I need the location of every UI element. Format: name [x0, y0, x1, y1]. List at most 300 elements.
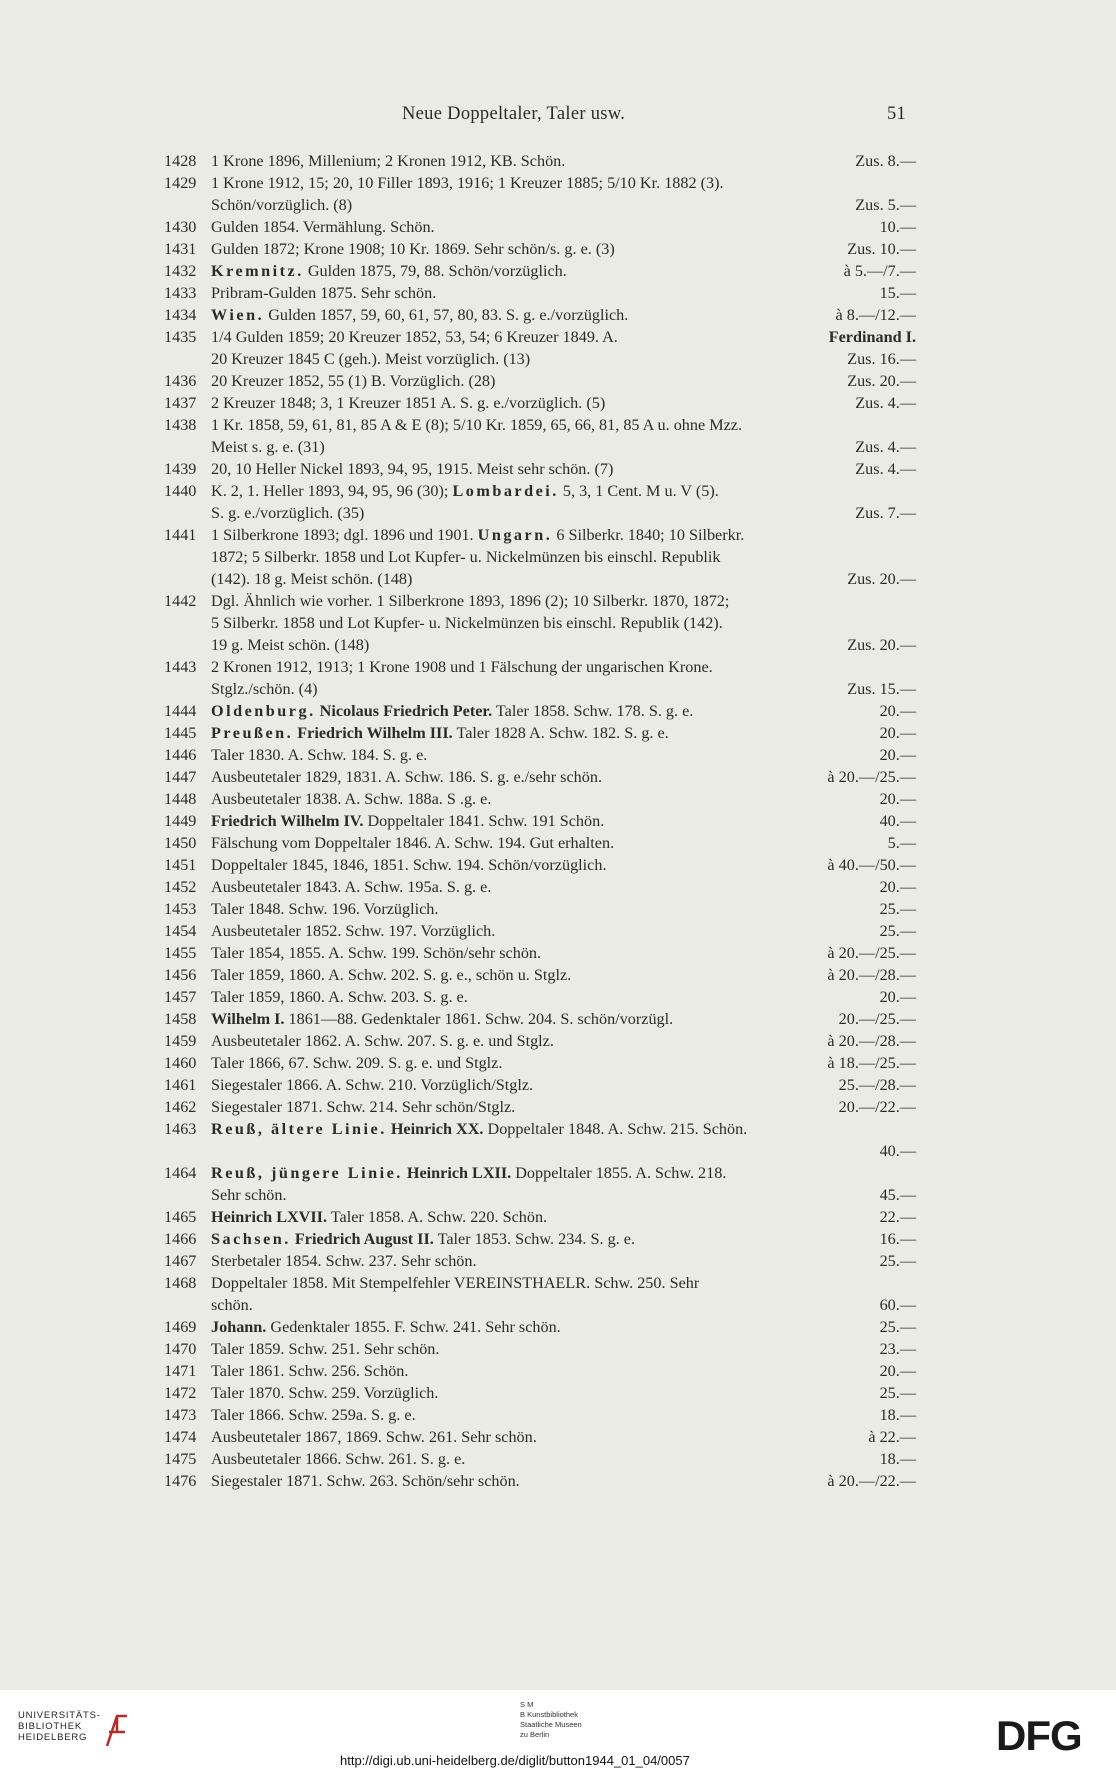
lot-description	[211, 480, 916, 524]
lot-price: 20.—	[879, 878, 916, 896]
lot-description	[211, 898, 916, 920]
lot-text	[211, 326, 618, 348]
lot-text	[211, 216, 435, 238]
lot-price: Zus. 10.—	[847, 240, 916, 258]
stamp-line: Staatliche Museen	[520, 1720, 582, 1729]
region-heading: Reuß, jüngere Linie.	[211, 1164, 403, 1182]
lot-text	[211, 700, 693, 722]
lot-entry	[164, 260, 916, 282]
lot-number: 1465	[164, 1208, 197, 1226]
lot-text-part: 2 Kreuzer 1848; 3, 1 Kreuzer 1851 A. S. g. e./vorzüglich. (5)	[211, 394, 606, 412]
lot-text-part: Taler 1870. Schw. 259. Vorzüglich.	[211, 1384, 439, 1402]
lot-text-part: 1 Krone 1912, 15; 20, 10 Filler 1893, 1916; 1 Kreuzer 1885; 5/10 Kr. 1882 (3).	[211, 174, 724, 192]
lot-entry	[164, 964, 916, 986]
lot-price: Zus. 4.—	[855, 460, 916, 478]
lot-number: 1457	[164, 988, 197, 1006]
page-title: Neue Doppeltaler, Taler usw.	[402, 104, 626, 124]
lot-text	[211, 568, 412, 590]
lot-description	[211, 1030, 916, 1052]
lot-number: 1442	[164, 592, 197, 610]
stamp-line: B Kunstbibliothek	[520, 1710, 578, 1719]
lot-line	[211, 1096, 916, 1118]
region-heading: Sachsen.	[211, 1230, 291, 1248]
lot-text-part: Taler 1848. Schw. 196. Vorzüglich.	[211, 900, 439, 918]
lot-line	[211, 1316, 916, 1338]
lot-price: 18.—	[879, 1450, 916, 1468]
lot-description	[211, 150, 916, 172]
lot-description	[211, 1426, 916, 1448]
lot-description	[211, 414, 916, 458]
lot-price: 5.—	[887, 834, 916, 852]
region-heading: Preußen.	[211, 724, 294, 742]
lot-description	[211, 1382, 916, 1404]
lot-description	[211, 1338, 916, 1360]
lot-text	[211, 370, 495, 392]
lot-text-part: 1/4 Gulden 1859; 20 Kreuzer 1852, 53, 54; 6 Kreuzer 1849. A.	[211, 328, 618, 346]
lot-line	[211, 920, 916, 942]
lot-line	[211, 546, 916, 568]
lot-entry	[164, 1316, 916, 1338]
lot-description	[211, 986, 916, 1008]
lot-text	[211, 1448, 465, 1470]
lot-text-part: 20, 10 Heller Nickel 1893, 94, 95, 1915. Meist sehr schön. (7)	[211, 460, 614, 478]
lot-line	[211, 1404, 916, 1426]
lot-text-part: 1 Silberkrone 1893; dgl. 1896 und 1901.	[211, 526, 478, 544]
lot-entry	[164, 788, 916, 810]
lot-text	[211, 524, 744, 546]
lot-text-part: Taler 1828 A. Schw. 182. S. g. e.	[452, 724, 669, 742]
lot-entry	[164, 766, 916, 788]
lot-line	[211, 898, 916, 920]
lot-description	[211, 1074, 916, 1096]
lot-price: à 20.—/28.—	[827, 966, 916, 984]
lot-entry	[164, 832, 916, 854]
lot-text	[211, 546, 721, 568]
lot-number: 1462	[164, 1098, 197, 1116]
university-line: UNIVERSITÄTS-	[18, 1710, 101, 1721]
lot-number: 1475	[164, 1450, 197, 1468]
lot-price: Zus. 20.—	[847, 636, 916, 654]
ruler-name: Friedrich August II.	[290, 1230, 434, 1248]
lot-text	[211, 1382, 438, 1404]
lot-price: à 20.—/28.—	[827, 1032, 916, 1050]
lot-number: 1435	[164, 328, 197, 346]
lot-text	[211, 1250, 477, 1272]
lot-line	[211, 1184, 916, 1206]
lot-price	[906, 172, 916, 194]
lot-text-part: Gulden 1875, 79, 88. Schön/vorzüglich.	[303, 262, 567, 280]
lot-line	[211, 986, 916, 1008]
lot-number: 1471	[164, 1362, 197, 1380]
lot-text-part: Doppeltaler 1841. Schw. 191 Schön.	[363, 812, 605, 830]
lot-line	[211, 1360, 916, 1382]
lot-price: 25.—/28.—	[838, 1076, 916, 1094]
lot-line	[211, 942, 916, 964]
lot-price: Zus. 15.—	[847, 680, 916, 698]
lot-number: 1437	[164, 394, 197, 412]
lot-text	[211, 1272, 699, 1294]
lot-entry	[164, 1228, 916, 1250]
lot-entry	[164, 1382, 916, 1404]
lot-entry	[164, 1162, 916, 1206]
lot-text	[211, 634, 369, 656]
lot-entry	[164, 1096, 916, 1118]
ruler-name: Johann.	[211, 1318, 267, 1336]
lot-text	[211, 260, 567, 282]
ruler-name: Heinrich XX.	[386, 1120, 484, 1138]
lot-line	[211, 678, 916, 700]
lot-line	[211, 810, 916, 832]
lot-text-part: Siegestaler 1866. A. Schw. 210. Vorzüglich/Stglz.	[211, 1076, 534, 1094]
source-url[interactable]: http://digi.ub.uni-heidelberg.de/diglit/button1944_01_04/0057	[340, 1753, 690, 1768]
lot-price: Ferdinand I.	[828, 328, 916, 346]
lot-text-part: Ausbeutetaler 1862. A. Schw. 207. S. g. e. und Stglz.	[211, 1032, 554, 1050]
lot-price	[906, 546, 916, 568]
lot-text-part: Ausbeutetaler 1843. A. Schw. 195a. S. g. e.	[211, 878, 492, 896]
lot-description	[211, 392, 916, 414]
lot-price: à 20.—/25.—	[827, 768, 916, 786]
region-heading: Wien.	[211, 306, 265, 324]
stamp-line: S M	[520, 1700, 534, 1709]
lot-line	[211, 1338, 916, 1360]
lot-entry	[164, 810, 916, 832]
lot-number: 1446	[164, 746, 197, 764]
lot-description	[211, 656, 916, 700]
lot-price: 25.—	[879, 922, 916, 940]
lot-entry	[164, 1030, 916, 1052]
lot-text	[211, 898, 438, 920]
lot-number: 1468	[164, 1274, 197, 1292]
lot-number: 1470	[164, 1340, 197, 1358]
lot-line	[211, 722, 916, 744]
lot-number: 1438	[164, 416, 197, 434]
lot-number: 1439	[164, 460, 197, 478]
lot-text-part: 19 g. Meist schön. (148)	[211, 636, 370, 654]
lot-text	[211, 304, 628, 326]
lot-price: 20.—	[879, 988, 916, 1006]
lot-text-part: Taler 1859, 1860. A. Schw. 203. S. g. e.	[211, 988, 468, 1006]
lot-line	[211, 1382, 916, 1404]
lot-entry	[164, 458, 916, 480]
lot-price: Zus. 5.—	[855, 196, 916, 214]
lot-number: 1472	[164, 1384, 197, 1402]
lot-text-part: Taler 1858. A. Schw. 220. Schön.	[327, 1208, 548, 1226]
lot-number: 1445	[164, 724, 197, 742]
lot-text-part: Ausbeutetaler 1866. Schw. 261. S. g. e.	[211, 1450, 466, 1468]
lot-entry	[164, 304, 916, 326]
lot-line	[211, 480, 916, 502]
lot-text-part: 20 Kreuzer 1845 C (geh.). Meist vorzüglich. (13)	[211, 350, 531, 368]
lot-entry	[164, 1338, 916, 1360]
lot-entry	[164, 876, 916, 898]
university-library-logo-text	[18, 1710, 101, 1743]
lot-entry	[164, 1448, 916, 1470]
lot-text	[211, 678, 318, 700]
dfg-logo: DFG	[996, 1712, 1082, 1759]
lot-entry	[164, 282, 916, 304]
lot-price: à 20.—/22.—	[827, 1472, 916, 1490]
lot-line	[211, 590, 916, 612]
lot-text	[211, 1118, 747, 1140]
lot-text	[211, 810, 604, 832]
lot-description	[211, 854, 916, 876]
lot-text-part: S. g. e./vorzüglich. (35)	[211, 504, 365, 522]
lot-description	[211, 524, 916, 590]
lot-text	[211, 876, 491, 898]
lot-text-part: Ausbeutetaler 1867, 1869. Schw. 261. Sehr schön.	[211, 1428, 537, 1446]
lot-text-part: Doppeltaler 1848. A. Schw. 215. Schön.	[483, 1120, 748, 1138]
lot-price: à 18.—/25.—	[827, 1054, 916, 1072]
lot-line	[211, 1294, 916, 1316]
lot-entry	[164, 854, 916, 876]
lot-number: 1433	[164, 284, 197, 302]
lot-line	[211, 568, 916, 590]
lot-entry	[164, 370, 916, 392]
lot-text	[211, 920, 495, 942]
lot-text	[211, 1470, 520, 1492]
lot-text-part: 1 Kr. 1858, 59, 61, 81, 85 A & E (8); 5/10 Kr. 1859, 65, 66, 81, 85 A u. ohne Mzz.	[211, 416, 743, 434]
lot-price: 25.—	[879, 1384, 916, 1402]
lot-text-part: 6 Silberkr. 1840; 10 Silberkr.	[552, 526, 745, 544]
lot-text	[211, 964, 571, 986]
lot-line	[211, 436, 916, 458]
lot-line	[211, 238, 916, 260]
lot-text-part: 20 Kreuzer 1852, 55 (1) B. Vorzüglich. (28)	[211, 372, 496, 390]
lot-line	[211, 216, 916, 238]
lot-line	[211, 524, 916, 546]
lot-entry	[164, 1272, 916, 1316]
lot-number: 1476	[164, 1472, 197, 1490]
lot-price: 23.—	[879, 1340, 916, 1358]
lot-text	[211, 1228, 635, 1250]
lot-number: 1429	[164, 174, 197, 192]
lot-line	[211, 194, 916, 216]
lot-text	[211, 1316, 561, 1338]
lot-description	[211, 920, 916, 942]
lot-number: 1456	[164, 966, 197, 984]
lot-description	[211, 1272, 916, 1316]
lot-line	[211, 876, 916, 898]
lot-text-part: Dgl. Ähnlich wie vorher. 1 Silberkrone 1893, 1896 (2); 10 Silberkr. 1870, 1872;	[211, 592, 730, 610]
lot-description	[211, 876, 916, 898]
lot-text	[211, 480, 719, 502]
lot-price	[906, 590, 916, 612]
lot-text-part: Ausbeutetaler 1838. A. Schw. 188a. S .g. e.	[211, 790, 492, 808]
lot-description	[211, 282, 916, 304]
lot-text	[211, 942, 541, 964]
lot-description	[211, 216, 916, 238]
lot-entry	[164, 392, 916, 414]
lot-text-part: 1872; 5 Silberkr. 1858 und Lot Kupfer- u. Nickelmünzen bis einschl. Republik	[211, 548, 721, 566]
lot-line	[211, 1030, 916, 1052]
lot-text-part: Siegestaler 1871. Schw. 263. Schön/sehr schön.	[211, 1472, 520, 1490]
lot-text	[211, 788, 491, 810]
lot-line	[211, 304, 916, 326]
lot-text-part: (142). 18 g. Meist schön. (148)	[211, 570, 413, 588]
lot-text	[211, 436, 325, 458]
lot-entry	[164, 700, 916, 722]
lot-line	[211, 1140, 916, 1162]
lot-text-part: Taler 1853. Schw. 234. S. g. e.	[433, 1230, 636, 1248]
lot-line	[211, 150, 916, 172]
lot-line	[211, 392, 916, 414]
lot-description	[211, 1250, 916, 1272]
lot-text-part: schön.	[211, 1296, 253, 1314]
lot-number: 1454	[164, 922, 197, 940]
lot-number: 1463	[164, 1120, 197, 1138]
lot-description	[211, 458, 916, 480]
lot-line	[211, 1228, 916, 1250]
lot-text	[211, 414, 742, 436]
lot-line	[211, 1074, 916, 1096]
lot-price: Zus. 4.—	[855, 394, 916, 412]
lot-entry	[164, 524, 916, 590]
lot-text	[211, 1184, 287, 1206]
lot-entry	[164, 326, 916, 370]
lot-price	[906, 524, 916, 546]
lot-text	[211, 854, 607, 876]
lot-number: 1450	[164, 834, 197, 852]
lot-text-part: Taler 1866, 67. Schw. 209. S. g. e. und Stglz.	[211, 1054, 503, 1072]
lot-line	[211, 612, 916, 634]
lot-text-part: Doppeltaler 1858. Mit Stempelfehler VEREINSTHAELR. Schw. 250. Sehr	[211, 1274, 700, 1292]
lot-price: 20.—	[879, 1362, 916, 1380]
lot-number: 1443	[164, 658, 197, 676]
lot-price: 60.—	[879, 1296, 916, 1314]
lot-description	[211, 1206, 916, 1228]
lot-entry	[164, 920, 916, 942]
lot-text	[211, 1404, 416, 1426]
lot-text	[211, 1338, 439, 1360]
lot-text	[211, 194, 352, 216]
lot-price: 40.—	[879, 812, 916, 830]
lot-line	[211, 502, 916, 524]
lot-price: 22.—	[879, 1208, 916, 1226]
lot-text-part: Fälschung vom Doppeltaler 1846. A. Schw. 194. Gut erhalten.	[211, 834, 615, 852]
lot-number: 1458	[164, 1010, 197, 1028]
lot-entry	[164, 1206, 916, 1228]
lot-number: 1474	[164, 1428, 197, 1446]
lot-entry	[164, 1404, 916, 1426]
lot-entry	[164, 1426, 916, 1448]
ruler-name: Heinrich LXVII.	[211, 1208, 328, 1226]
lot-text-part: 1 Krone 1896, Millenium; 2 Kronen 1912, KB. Schön.	[211, 152, 566, 170]
lot-text	[211, 656, 713, 678]
lot-line	[211, 370, 916, 392]
digitization-footer	[0, 1690, 1116, 1772]
lot-number: 1444	[164, 702, 197, 720]
lot-number: 1432	[164, 262, 197, 280]
lot-text-part: Sehr schön.	[211, 1186, 287, 1204]
lot-text	[211, 1426, 537, 1448]
university-line: BIBLIOTHEK	[18, 1721, 82, 1732]
ruler-name: Friedrich Wilhelm IV.	[211, 812, 364, 830]
lot-line	[211, 854, 916, 876]
lot-line	[211, 634, 916, 656]
lot-text	[211, 1008, 673, 1030]
lot-line	[211, 282, 916, 304]
lot-entry	[164, 1470, 916, 1492]
lot-text-part: Ausbeutetaler 1852. Schw. 197. Vorzüglich.	[211, 922, 496, 940]
lot-price: Zus. 7.—	[855, 504, 916, 522]
lot-number: 1453	[164, 900, 197, 918]
lot-line	[211, 744, 916, 766]
lot-price: 25.—	[879, 1318, 916, 1336]
lot-description	[211, 1052, 916, 1074]
lot-line	[211, 1118, 916, 1140]
lot-text-part: Gulden 1854. Vermählung. Schön.	[211, 218, 435, 236]
lot-description	[211, 304, 916, 326]
lot-price: 20.—	[879, 746, 916, 764]
lot-text	[211, 1360, 408, 1382]
lot-text-part: Taler 1858. Schw. 178. S. g. e.	[492, 702, 694, 720]
lot-text	[211, 348, 530, 370]
lot-line	[211, 832, 916, 854]
lot-description	[211, 1096, 916, 1118]
lot-text-part: Schön/vorzüglich. (8)	[211, 196, 353, 214]
lot-number: 1473	[164, 1406, 197, 1424]
lot-text-part: Meist s. g. e. (31)	[211, 438, 325, 456]
lot-line	[211, 964, 916, 986]
lot-text	[211, 458, 613, 480]
lot-text-part: Taler 1866. Schw. 259a. S. g. e.	[211, 1406, 416, 1424]
lot-price: 16.—	[879, 1230, 916, 1248]
lot-line	[211, 1052, 916, 1074]
lot-text-part: Gulden 1857, 59, 60, 61, 57, 80, 83. S. g. e./vorzüglich.	[264, 306, 629, 324]
lot-description	[211, 942, 916, 964]
lot-line	[211, 1426, 916, 1448]
lot-price: 45.—	[879, 1186, 916, 1204]
lot-description	[211, 1008, 916, 1030]
region-heading: Kremnitz.	[211, 262, 304, 280]
lot-text	[211, 282, 436, 304]
lot-text-part: Siegestaler 1871. Schw. 214. Sehr schön/Stglz.	[211, 1098, 516, 1116]
lot-description	[211, 1470, 916, 1492]
lot-text-part: Taler 1861. Schw. 256. Schön.	[211, 1362, 409, 1380]
lot-entry	[164, 1360, 916, 1382]
lot-line	[211, 1206, 916, 1228]
lot-entry	[164, 150, 916, 172]
lot-number: 1449	[164, 812, 197, 830]
lot-description	[211, 1118, 916, 1162]
lot-price: Zus. 8.—	[855, 152, 916, 170]
lot-description	[211, 1448, 916, 1470]
lot-entry	[164, 898, 916, 920]
lot-line	[211, 348, 916, 370]
lot-description	[211, 766, 916, 788]
lot-description	[211, 238, 916, 260]
lot-text	[211, 1096, 515, 1118]
lot-description	[211, 590, 916, 656]
region-heading: Ungarn.	[477, 526, 553, 544]
lot-description	[211, 722, 916, 744]
lot-text-part: Gulden 1872; Krone 1908; 10 Kr. 1869. Sehr schön/s. g. e. (3)	[211, 240, 615, 258]
lot-line	[211, 656, 916, 678]
lot-number: 1469	[164, 1318, 197, 1336]
lot-entry	[164, 1118, 916, 1162]
lot-line	[211, 326, 916, 348]
lot-number: 1441	[164, 526, 197, 544]
lot-description	[211, 700, 916, 722]
lot-text-part: Doppeltaler 1855. A. Schw. 218.	[511, 1164, 727, 1182]
lot-number: 1430	[164, 218, 197, 236]
lot-text	[211, 744, 427, 766]
lot-price	[906, 656, 916, 678]
ruler-name: Heinrich LXII.	[402, 1164, 512, 1182]
lot-text	[211, 832, 614, 854]
lot-price: Zus. 20.—	[847, 570, 916, 588]
lot-number: 1451	[164, 856, 197, 874]
